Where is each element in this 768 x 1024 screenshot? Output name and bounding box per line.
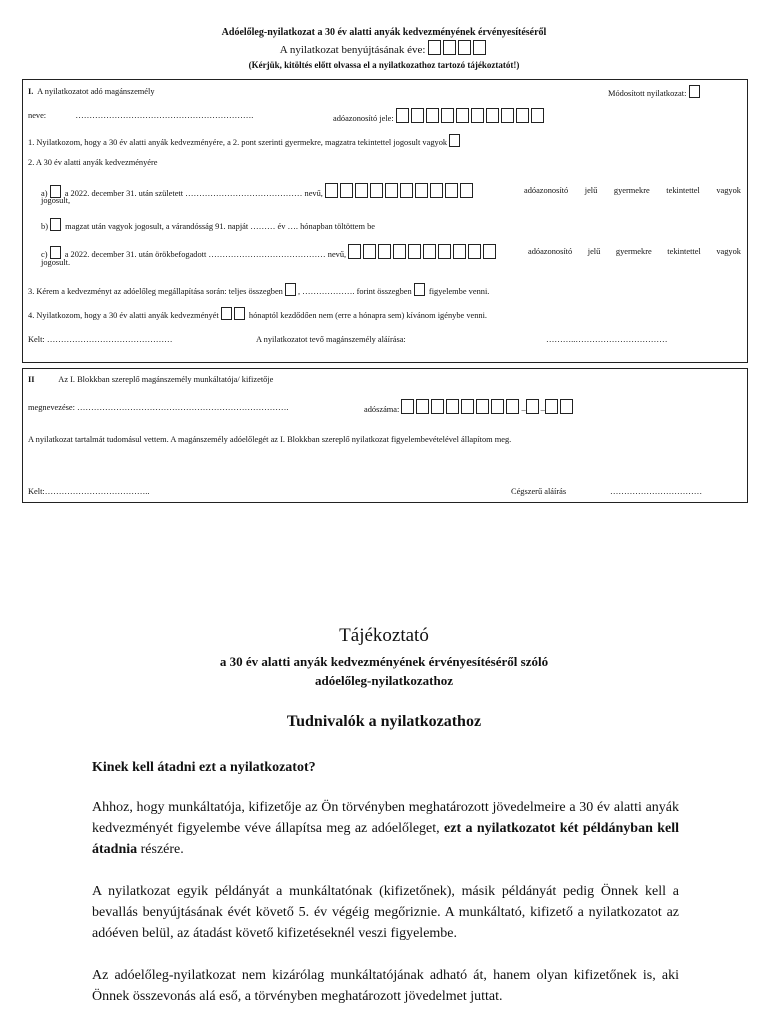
item-four <box>28 307 487 321</box>
option-a-text-end: adóazonosító jelű gyermekre tekintettel vagyok <box>524 186 741 195</box>
option-c-label: c) <box>41 250 48 259</box>
info-paragraph-1 <box>92 797 679 860</box>
digit-box[interactable] <box>385 183 398 198</box>
option-b-row <box>41 218 375 232</box>
block-one-heading <box>28 86 155 97</box>
digit-box[interactable] <box>471 108 484 123</box>
block-one-title: A nyilatkozatot adó magánszemély <box>37 87 155 96</box>
digit-box[interactable] <box>396 108 409 123</box>
info-subtitle-2: adóelőleg-nyilatkozathoz <box>315 673 453 688</box>
digit-box[interactable] <box>378 244 391 259</box>
full-amount-checkbox[interactable] <box>285 283 296 296</box>
option-c-text: a 2022. december 31. után örökbefogadott …………………………………… nevű, <box>64 250 347 259</box>
option-a-text: a 2022. december 31. után született …………………………………… nevű, <box>64 189 323 198</box>
option-a-label: a) <box>41 189 48 198</box>
child-tax-id-boxes[interactable] <box>325 189 475 198</box>
digit-box[interactable] <box>408 244 421 259</box>
item-three <box>28 283 489 297</box>
employer-tax-label: adószáma: <box>364 405 400 414</box>
item-one-checkbox[interactable] <box>449 134 460 147</box>
digit-box[interactable] <box>438 244 451 259</box>
option-c-row <box>41 244 498 260</box>
digit-box[interactable] <box>456 108 469 123</box>
item-three-end: figyelembe venni. <box>428 287 490 296</box>
item-four-end: hónaptól kezdődően nem (erre a hónapra sem) kívánom igénybe venni. <box>248 311 488 320</box>
modified-row <box>608 85 702 99</box>
digit-box[interactable] <box>468 244 481 259</box>
info-p1-end: részére. <box>140 842 184 857</box>
company-signature-field[interactable]: …………………………… <box>610 487 703 496</box>
digit-box[interactable] <box>501 108 514 123</box>
digit-box[interactable] <box>411 108 424 123</box>
partial-amount-checkbox[interactable] <box>414 283 425 296</box>
month-digit-box[interactable] <box>221 307 232 320</box>
block-two-title: Az I. Blokkban szereplő magánszemély munkáltatója/ kifizetője <box>58 375 274 384</box>
year-row <box>0 40 768 56</box>
year-digit-box[interactable] <box>428 40 441 55</box>
item-two: 2. A 30 év alatti anyák kedvezményére <box>28 158 158 167</box>
acknowledge-text: A nyilatkozat tartalmát tudomásul vettem. A magánszemély adóelőlegét az I. Blokkban szereplő nyilatkozat figyelembevételével állapítom meg. <box>28 435 512 444</box>
employer-tax-row <box>364 399 575 415</box>
tax-id-row <box>333 108 546 124</box>
block-one-roman: I. <box>28 87 34 96</box>
year-digit-box[interactable] <box>458 40 471 55</box>
employer-tax-boxes[interactable]: – – <box>401 405 574 414</box>
block-two-heading <box>28 374 273 385</box>
info-p1-text: Ahhoz, hogy munkáltatója, kifizetője az Ön törvényben meghatározott jövedelmeire a 30 év alatti anyák kedvezményét figyelembe véve állapítsa meg az adóelőleget, <box>92 800 679 836</box>
digit-box[interactable] <box>363 244 376 259</box>
info-section-title: Tudnivalók a nyilatkozathoz <box>286 713 482 730</box>
digit-box[interactable] <box>426 108 439 123</box>
form-note: (Kérjük, kitöltés előtt olvassa el a nyilatkozathoz tartozó tájékoztatót!) <box>248 60 520 70</box>
digit-box[interactable] <box>340 183 353 198</box>
digit-box[interactable] <box>486 108 499 123</box>
item-one <box>28 134 462 148</box>
block-two-roman: II <box>28 375 35 384</box>
digit-box[interactable] <box>516 108 529 123</box>
digit-box[interactable] <box>430 183 443 198</box>
digit-box[interactable] <box>370 183 383 198</box>
option-c-text-cont: jogosult. <box>41 258 71 267</box>
digit-box[interactable] <box>445 183 458 198</box>
form-title: Adóelőleg-nyilatkozat a 30 év alatti anyák kedvezményének érvényesítéséről <box>221 27 547 38</box>
option-a-row <box>41 183 475 199</box>
digit-box[interactable] <box>393 244 406 259</box>
option-c-text-end: adóazonosító jelű gyermekre tekintettel vagyok <box>528 247 741 256</box>
modified-label: Módosított nyilatkozat: <box>608 89 687 98</box>
month-digit-box[interactable] <box>234 307 245 320</box>
employer-name-field[interactable]: megnevezése: …………………………………………………………………. <box>28 403 289 412</box>
info-subtitle-1: a 30 év alatti anyák kedvezményének érvényesítéséről szóló <box>219 654 549 669</box>
name-row <box>28 110 253 121</box>
digit-box[interactable] <box>348 244 361 259</box>
name-label: neve: <box>28 111 47 120</box>
item-four-text: 4. Nyilatkozom, hogy a 30 év alatti anyák kedvezményét <box>28 311 219 320</box>
info-title: Tájékoztató <box>339 625 429 646</box>
item-three-text: 3. Kérem a kedvezményt az adóelőleg megállapítása során: teljes összegben <box>28 287 283 296</box>
item-one-text: 1. Nyilatkozom, hogy a 30 év alatti anyák kedvezményére, a 2. pont szerinti gyermekre, magzatra tekintettel jogosult vagyok <box>28 138 448 147</box>
info-p1-emphasis: ezt a nyilatkozatot két példányban kell átadnia <box>92 821 680 857</box>
info-paragraph-2: A nyilatkozat egyik példányát a munkáltatónak (kifizetőnek), másik példányát pedig Önnek kell a bevallás benyújtásának évét követő 5. év végéig megőriznie. A munkáltató, kifizető a nyilatkozatot az adóéven belül, az átadást követő kifizetéseknél veszi figyelembe. <box>92 884 679 941</box>
block-one-date[interactable]: Kelt: ……………………………………… <box>28 335 173 344</box>
year-digit-box[interactable] <box>443 40 456 55</box>
info-question: Kinek kell átadni ezt a nyilatkozatot? <box>92 760 316 775</box>
item-three-amount: , ………………. forint összegben <box>297 287 412 296</box>
block-two-date[interactable]: Kelt:……………………………….. <box>28 487 150 496</box>
digit-box[interactable] <box>460 183 473 198</box>
digit-box[interactable] <box>441 108 454 123</box>
option-b-label: b) <box>41 222 48 231</box>
option-b-text: magzat után vagyok jogosult, a várandósság 91. napját ……… év …. hónapban töltöttem be <box>65 222 375 231</box>
year-label: A nyilatkozat benyújtásának éve: <box>279 44 426 56</box>
digit-box[interactable] <box>531 108 544 123</box>
digit-box[interactable] <box>325 183 338 198</box>
digit-box[interactable] <box>423 244 436 259</box>
modified-checkbox[interactable] <box>689 85 700 98</box>
company-signature-label: Cégszerű aláírás <box>511 487 567 496</box>
signature-label: A nyilatkozatot tevő magánszemély aláírása: <box>256 335 406 344</box>
adopted-child-tax-id-boxes[interactable] <box>348 250 498 259</box>
tax-id-boxes[interactable] <box>396 114 546 123</box>
info-paragraph-3: Az adóelőleg-nyilatkozat nem kizárólag munkáltatójának adható át, hanem olyan kifizetőnek is, aki Önnek összevonás alá eső, a törvényben meghatározott jövedelmet juttat. <box>92 968 679 1004</box>
digit-box[interactable] <box>415 183 428 198</box>
option-b-checkbox[interactable] <box>50 218 61 231</box>
digit-box[interactable] <box>483 244 496 259</box>
digit-box[interactable] <box>400 183 413 198</box>
digit-box[interactable] <box>355 183 368 198</box>
option-a-text-cont: jogosult, <box>41 196 71 205</box>
digit-box[interactable] <box>453 244 466 259</box>
signature-field[interactable]: ………..…………………………… <box>546 335 668 344</box>
year-digit-box[interactable] <box>473 40 486 55</box>
tax-id-label: adóazonosító jele: <box>333 114 394 123</box>
name-field[interactable]: ………………………………………………………. <box>75 111 254 120</box>
